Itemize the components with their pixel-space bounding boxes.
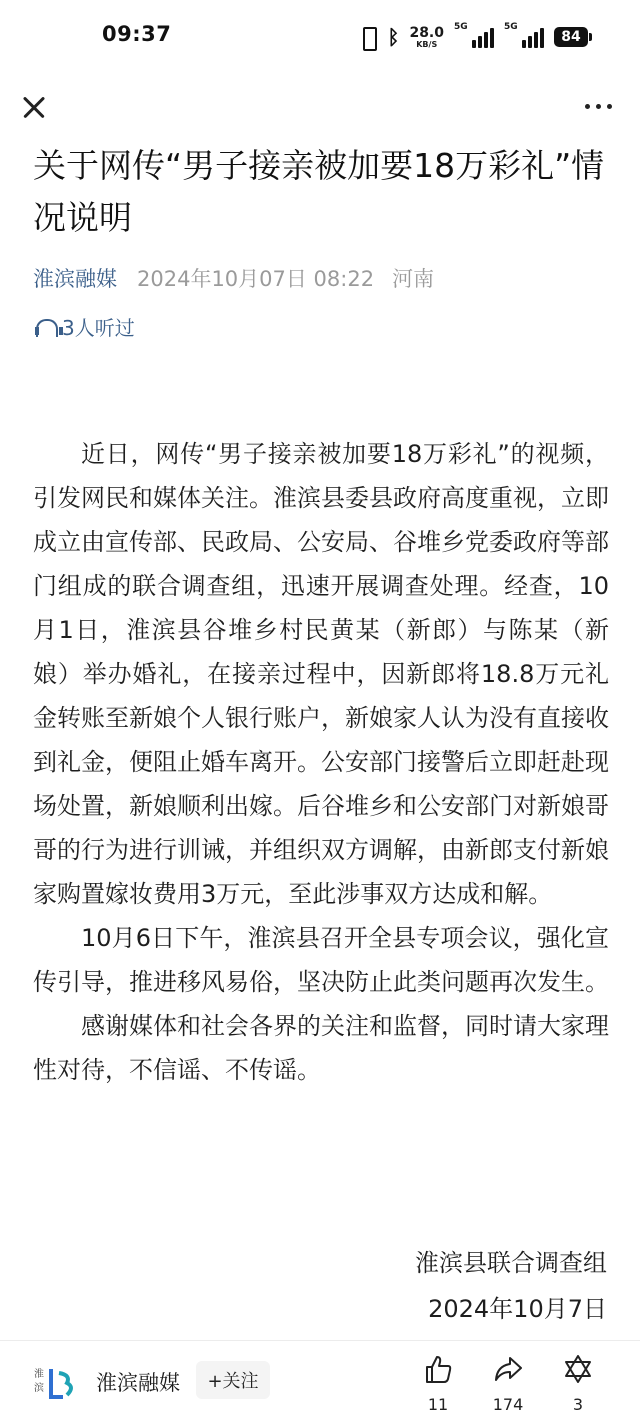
signature-date: 2024年10月7日: [428, 1295, 607, 1323]
follow-button[interactable]: +关注: [196, 1361, 270, 1399]
share-button[interactable]: [483, 1353, 533, 1414]
article-source-link[interactable]: 淮滨融媒: [33, 267, 117, 291]
article-region: 河南: [392, 267, 435, 291]
article-date: 2024年10月07日 08:22: [137, 267, 375, 291]
channel-name[interactable]: 淮滨融媒: [96, 1371, 180, 1395]
bluetooth-icon: ᛒ: [387, 25, 400, 49]
thumbs-up-icon: [422, 1353, 454, 1385]
vibrate-icon: [359, 26, 377, 48]
listen-count-label: 3人听过: [62, 316, 135, 340]
signal-5g-icon-2: 5G: [504, 26, 544, 48]
more-options-icon[interactable]: [585, 104, 612, 109]
headphone-icon: [34, 317, 56, 337]
nav-bar: [0, 80, 640, 140]
paragraph: 近日，网传“男子接亲被加要18万彩礼”的视频，引发网民和媒体关注。淮滨县委县政府高度重视，立即成立由宣传部、民政局、公安局、谷堆乡党委政府等部门组成的联合调查组，迅速开展调查处理。经查，10月1日，淮滨县谷堆乡村民黄某（新郎）与陈某（新娘）举办婚礼，在接亲过程中，因新郎将18.8万元礼金转账至新娘个人银行账户，新娘家人认为没有直接收到礼金，便阻止婚车离开。公安部门接警后立即赶赴现场处置，新娘顺利出嫁。后谷堆乡和公安部门对新娘哥哥的行为进行训诫，并组织双方调解，由新郎支付新娘家购置嫁妆费用3万元，至此涉事双方达成和解。: [33, 440, 609, 908]
favorite-count: 3: [572, 1395, 584, 1414]
status-icons: [359, 22, 588, 52]
article-body: [33, 432, 609, 1092]
share-count: 174: [492, 1395, 524, 1414]
article-meta: [33, 262, 434, 294]
battery-icon: 84: [554, 27, 588, 47]
like-button[interactable]: [413, 1353, 463, 1414]
star-of-david-icon: [562, 1353, 594, 1385]
signature: [415, 1240, 607, 1332]
signal-5g-icon: 5G: [454, 26, 494, 48]
favorite-button[interactable]: [553, 1353, 603, 1414]
close-icon[interactable]: [18, 92, 50, 124]
signature-org: 淮滨县联合调查组: [415, 1249, 607, 1277]
status-time: 09:37: [102, 22, 172, 46]
status-bar: [0, 0, 640, 72]
paragraph: 10月6日下午，淮滨县召开全县专项会议，强化宣传引导，推进移风易俗，坚决防止此类问题再次发生。: [33, 924, 609, 996]
listen-count[interactable]: [34, 312, 135, 341]
bottom-bar: [0, 1340, 640, 1428]
network-speed: 28.0 KB/S: [409, 24, 444, 49]
channel-logo[interactable]: 淮 滨: [34, 1361, 82, 1405]
logo-mark-icon: [47, 1365, 79, 1401]
share-arrow-icon: [492, 1353, 524, 1385]
paragraph: 感谢媒体和社会各界的关注和监督，同时请大家理性对待，不信谣、不传谣。: [33, 1012, 609, 1084]
article-title: 关于网传“男子接亲被加要18万彩礼”情况说明: [33, 146, 605, 237]
like-count: 11: [427, 1395, 449, 1414]
